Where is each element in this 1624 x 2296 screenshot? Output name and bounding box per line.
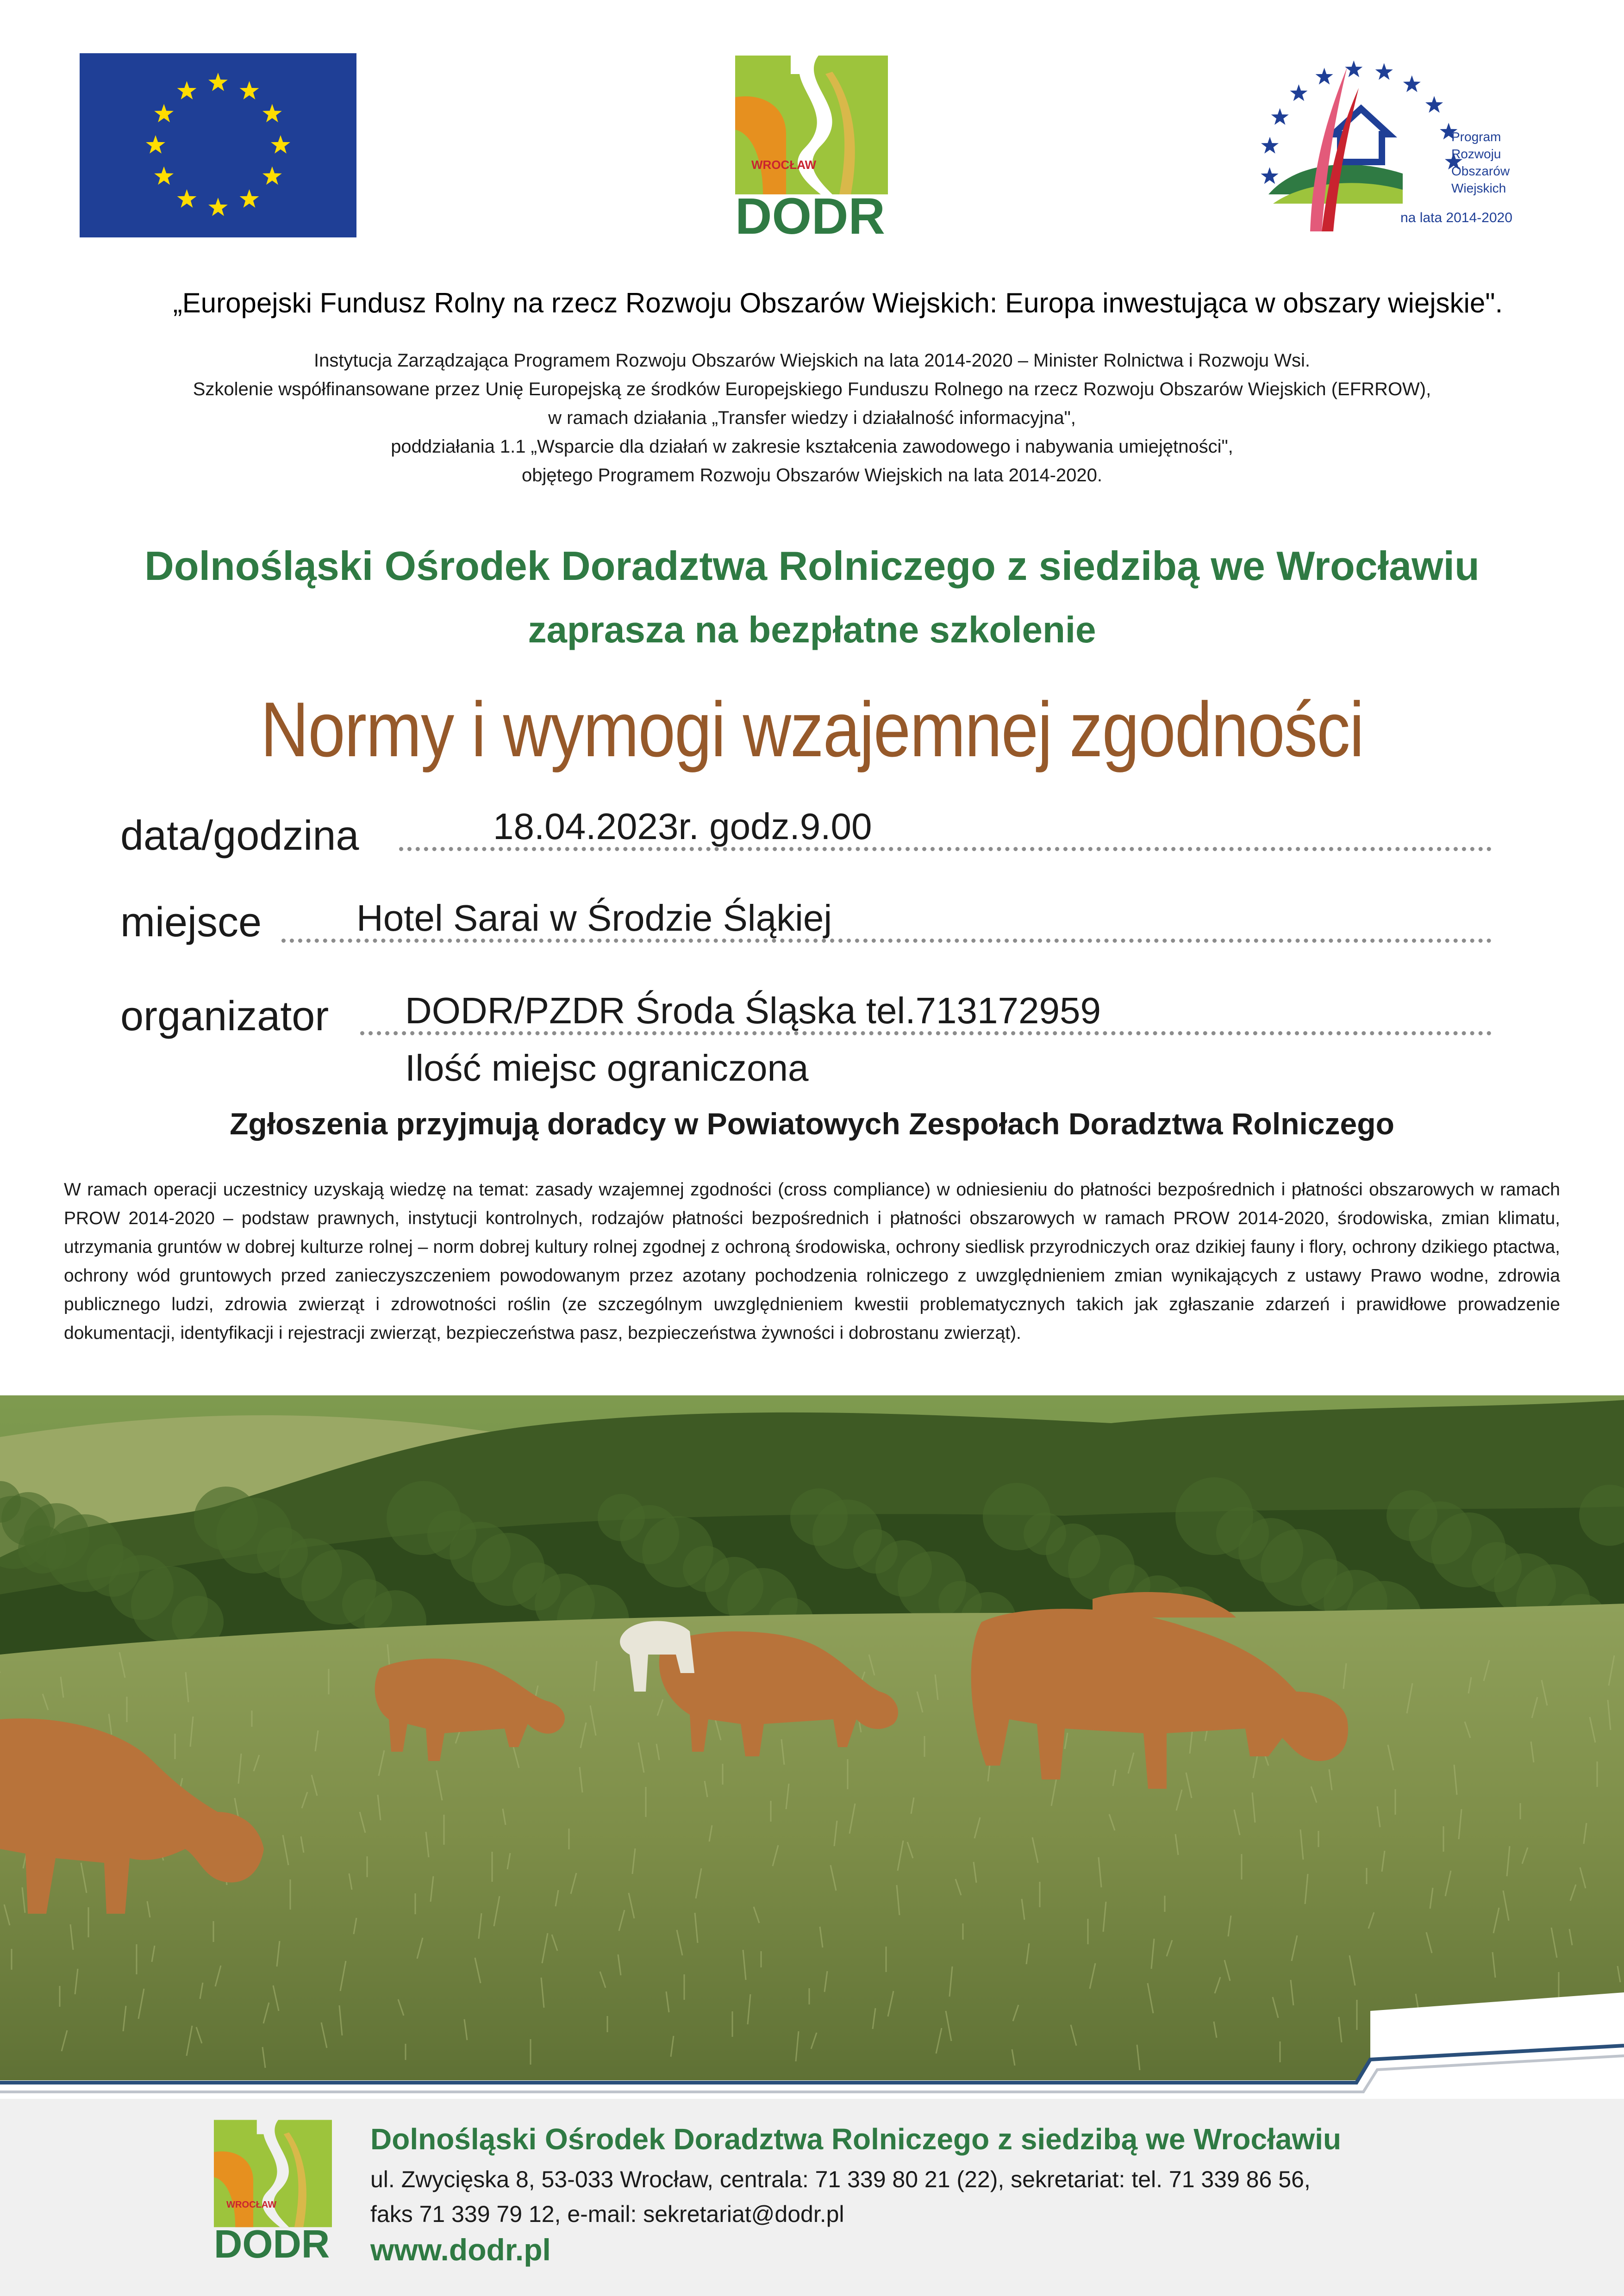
dodr-logo bbox=[735, 56, 888, 241]
training-description: W ramach operacji uczestnicy uzyskają wiedzę na temat: zasady wzajemnej zgodności (cross compliance) w odniesieniu do płatności bezpośrednich i płatności obszarowych w ramach PROW 2014-2020 – podstaw prawnych, instytucji kontrolnych, rodzajów płatności bezpośrednich i płatności obszarowych w ramach PROW 2014-2020, środowiska, zmian klimatu, utrzymania gruntów w dobrej kulturze rolnej – norm dobrej kultury rolnej zgodnej z ochroną środowiska, ochrony siedlisk przyrodniczych oraz dzikiej fauny i flory, ochrony dzikiego ptactwa, ochrony wód gruntowych przed zanieczyszczeniem powodowanym przez azotany pochodzenia rolniczego z uwzględnieniem zmian wynikających z ustawy Prawo wodne, zdrowia publicznego ludzi, zdrowia zwierząt i zdrowotności roślin (ze szczególnym uwzględnieniem kwestii problematycznych takich jak zgłaszanie zdarzeń i prawidłowe prowadzenie dokumentacji, identyfikacji i rejestracji zwierząt, bezpieczeństwa pasz, bezpieczeństwa żywności i dobrostanu zwierząt). bbox=[64, 1180, 1560, 1343]
organizer-value: DODR/PZDR Środa Śląska tel.713172959 bbox=[405, 990, 1101, 1031]
prow-line-3: Obszarów bbox=[1451, 164, 1510, 178]
institution-line-3: w ramach działania „Transfer wiedzy i działalność informacyjna", bbox=[548, 408, 1076, 428]
eu-flag-logo bbox=[80, 53, 356, 237]
cows-meadow-photo bbox=[0, 1395, 1624, 2080]
place-value: Hotel Sarai w Środzie Śląkiej bbox=[356, 897, 832, 939]
dodr-city-label: WROCŁAW bbox=[751, 158, 817, 172]
place-label: miejsce bbox=[120, 899, 262, 946]
footer-dodr-city: WROCŁAW bbox=[226, 2199, 277, 2210]
prow-logo bbox=[1241, 56, 1555, 241]
footer-website-link[interactable]: www.dodr.pl bbox=[370, 2233, 551, 2267]
date-label: data/godzina bbox=[120, 813, 359, 859]
organizer-label: organizator bbox=[120, 993, 329, 1039]
footer-address-line-2: faks 71 339 79 12, e-mail: sekretariat@dodr.pl bbox=[370, 2201, 844, 2227]
dodr-name-label: DODR bbox=[735, 188, 885, 241]
prow-line-2: Rozwoju bbox=[1451, 147, 1501, 161]
applications-note: Zgłoszenia przyjmują doradcy w Powiatowych Zespołach Doradztwa Rolniczego bbox=[230, 1107, 1394, 1141]
invitation-subtitle: zaprasza na bezpłatne szkolenie bbox=[528, 609, 1096, 650]
institution-line-5: objętego Programem Rozwoju Obszarów Wiejskich na lata 2014-2020. bbox=[522, 465, 1102, 485]
institution-block bbox=[0, 346, 1624, 490]
eu-stars-icon bbox=[80, 53, 356, 237]
date-value: 18.04.2023r. godz.9.00 bbox=[493, 806, 872, 847]
training-title: Normy i wymogi wzajemnej zgodności bbox=[260, 686, 1364, 773]
footer-dodr-name: DODR bbox=[214, 2222, 330, 2263]
eafrd-quote: „Europejski Fundusz Rolny na rzecz Rozwoju Obszarów Wiejskich: Europa inwestująca w obszary wiejskie". bbox=[173, 287, 1503, 318]
seats-note: Ilość miejsc ograniczona bbox=[405, 1047, 809, 1089]
organization-title: Dolnośląski Ośrodek Doradztwa Rolniczego z siedzibą we Wrocławiu bbox=[144, 543, 1480, 589]
footer-organization: Dolnośląski Ośrodek Doradztwa Rolniczego z siedzibą we Wrocławiu bbox=[370, 2122, 1342, 2156]
prow-line-1: Program bbox=[1451, 130, 1501, 144]
institution-line-1: Instytucja Zarządzająca Programem Rozwoju Obszarów Wiejskich na lata 2014-2020 – Minister Rolnictwa i Rozwoju Wsi. bbox=[314, 350, 1310, 371]
footer-address-line-1: ul. Zwycięska 8, 53-033 Wrocław, centrala: 71 339 80 21 (22), sekretariat: tel. 71 339 86 56, bbox=[370, 2166, 1311, 2192]
dodr-footer-logo bbox=[214, 2120, 332, 2263]
prow-line-4: Wiejskich bbox=[1451, 181, 1506, 195]
prow-years: na lata 2014-2020 bbox=[1400, 210, 1512, 225]
institution-line-4: poddziałania 1.1 „Wsparcie dla działań w zakresie kształcenia zawodowego i nabywania umiejętności", bbox=[391, 436, 1233, 457]
institution-line-2: Szkolenie współfinansowane przez Unię Europejską ze środków Europejskiego Funduszu Rolnego na rzecz Rozwoju Obszarów Wiejskich (EFRROW), bbox=[193, 379, 1431, 399]
